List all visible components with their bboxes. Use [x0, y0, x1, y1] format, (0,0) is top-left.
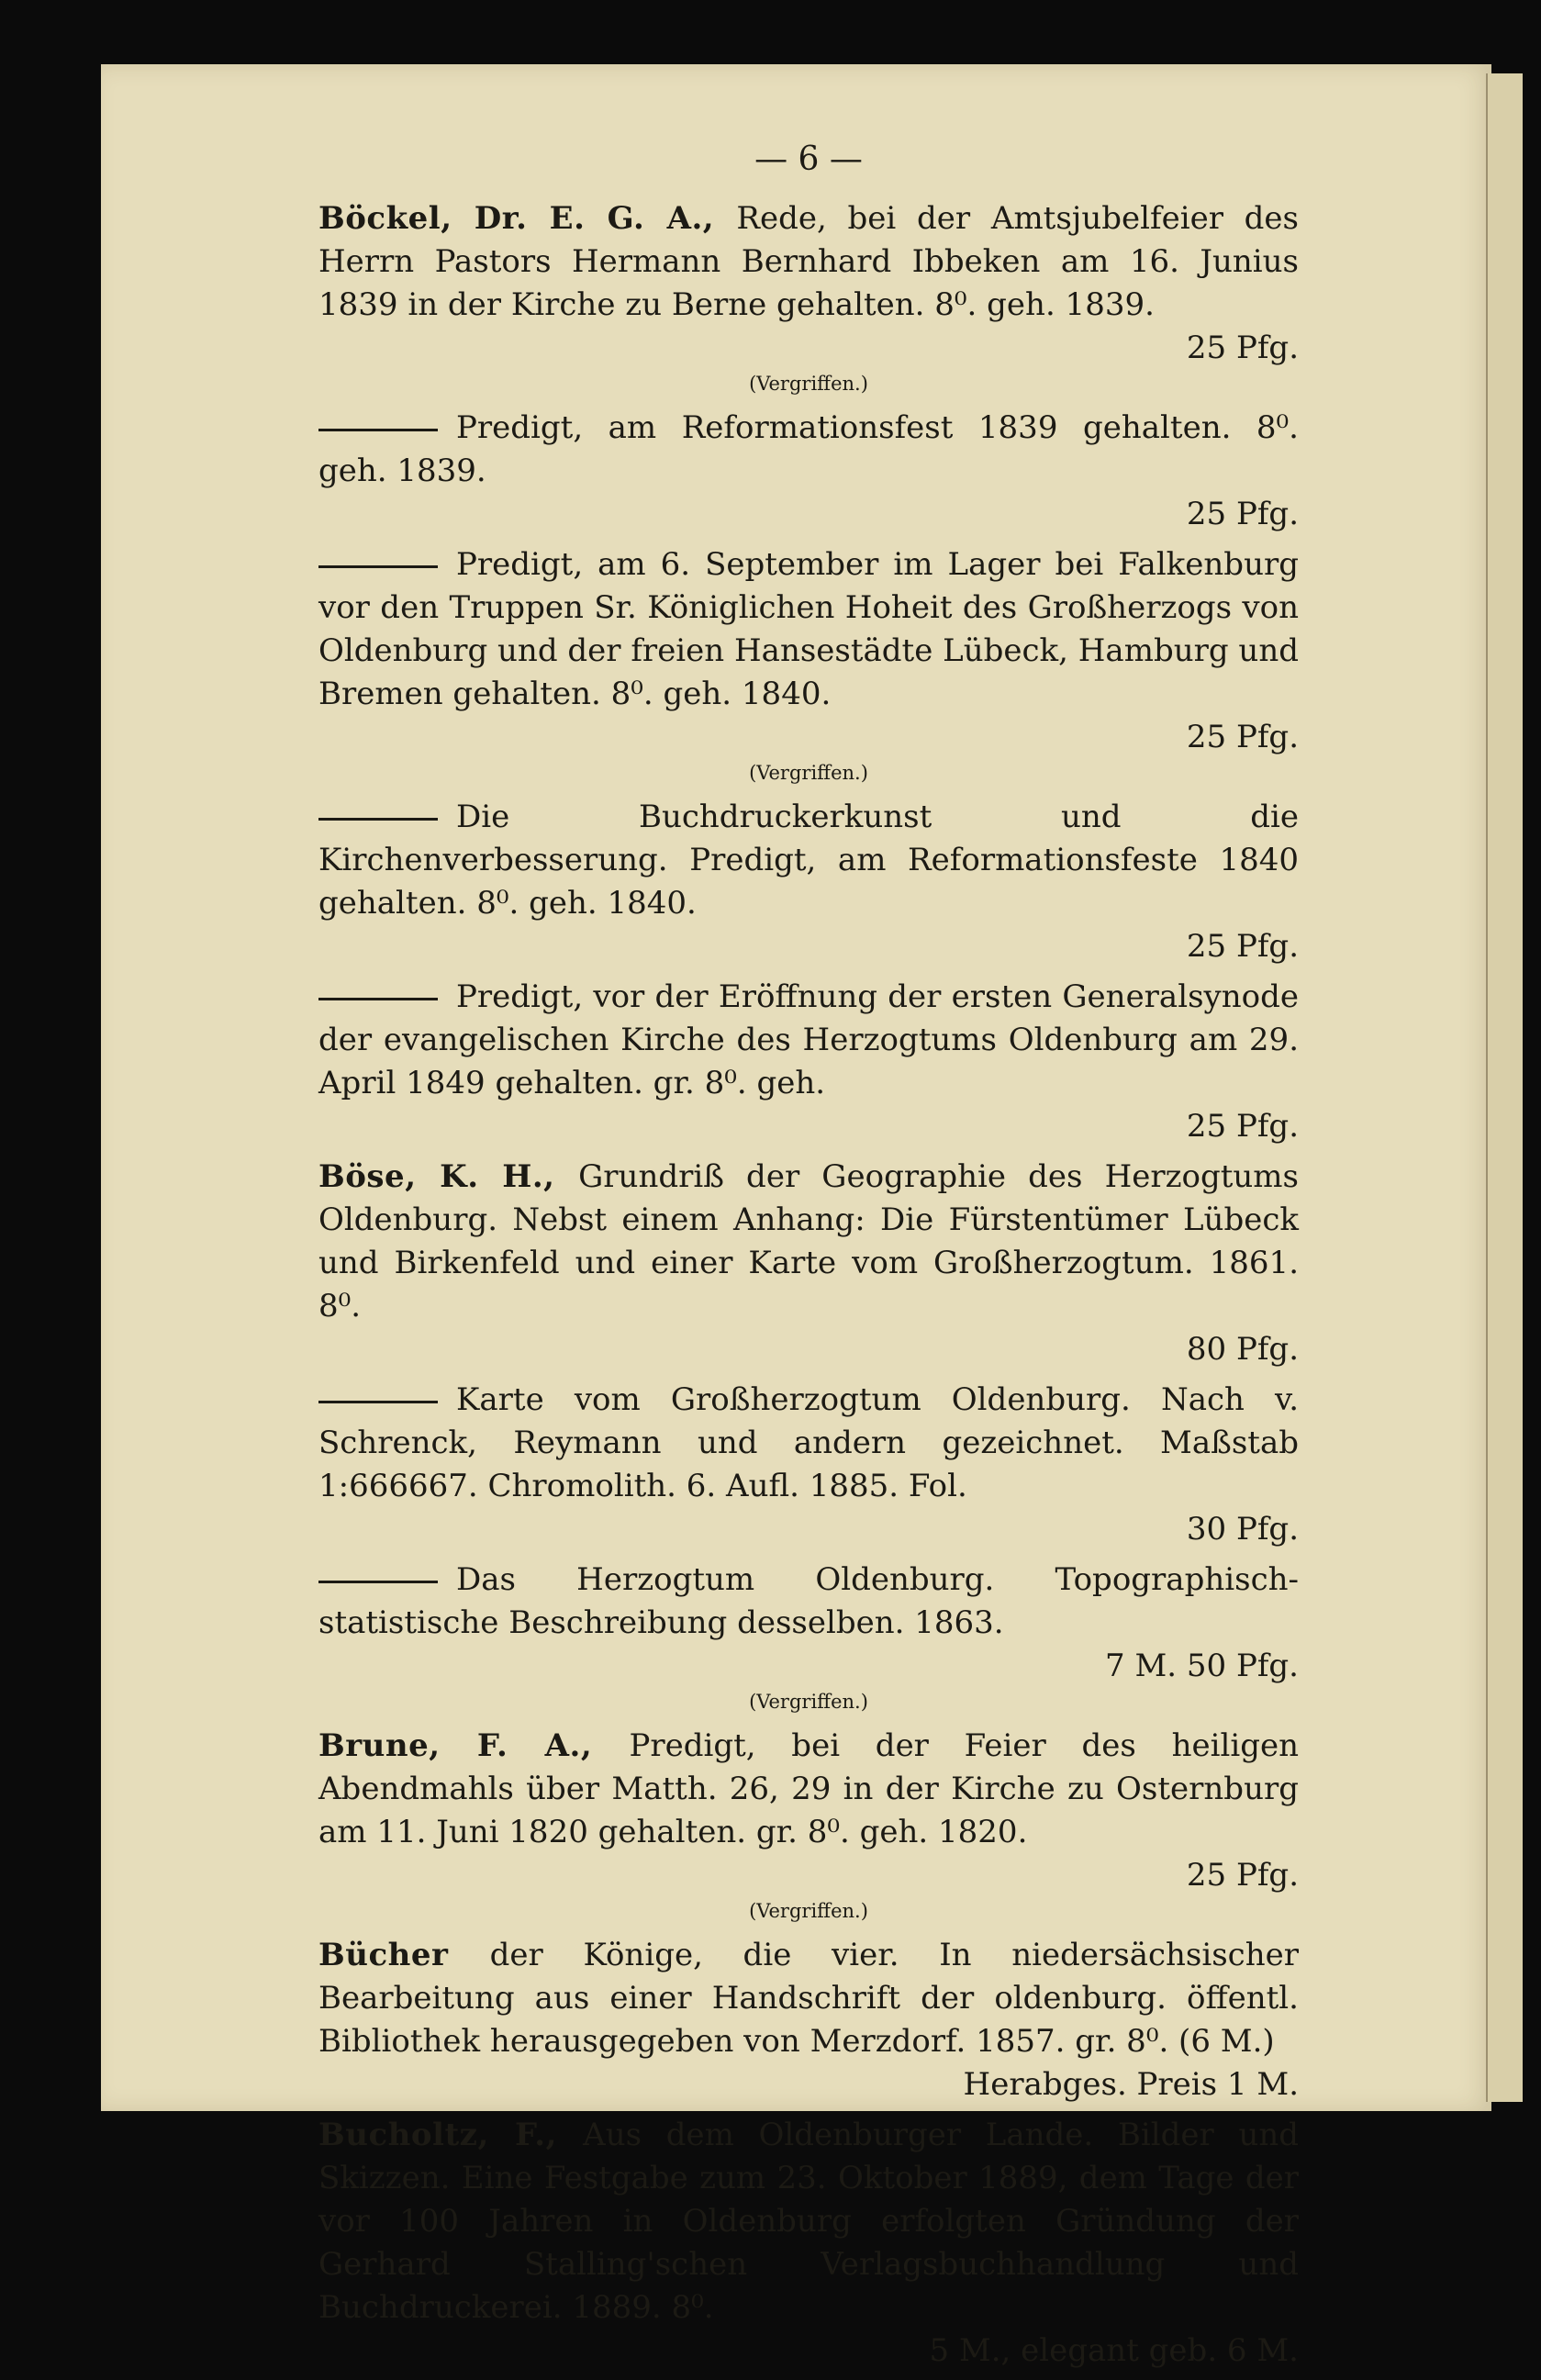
entry-price: 25 Pfg.	[1186, 1857, 1299, 1894]
ditto-rule	[318, 1581, 438, 1583]
bibliography-entry	[318, 543, 1299, 787]
bibliography-list	[318, 197, 1299, 2373]
adjacent-page-strip	[1486, 73, 1523, 2102]
entry-title: Rede, bei der Amtsjubelfeier des Herrn Pastors Hermann Bernhard Ibbeken am 16. Junius 1839 in der Kirche zu Berne gehalten. 8⁰. geh. 1839.	[318, 200, 1300, 323]
bibliography-entry	[318, 2114, 1299, 2373]
entry-author: Bucholtz, F.,	[318, 2117, 584, 2153]
bibliography-entry	[318, 796, 1299, 968]
entry-title: Predigt, am 6. September im Lager bei Falkenburg vor den Truppen Sr. Königlichen Hoheit des Großherzogs von Oldenburg und der freien Hansestädte Lübeck, Hamburg und Bremen gehalten. 8⁰. geh. 1840.	[318, 546, 1299, 712]
bibliography-entry	[318, 1725, 1299, 1925]
entry-title: Predigt, am Reformationsfest 1839 gehalten. 8⁰. geh. 1839.	[318, 409, 1299, 489]
page-number: — 6 —	[754, 140, 863, 178]
entry-note: (Vergriffen.)	[749, 373, 868, 395]
ditto-rule	[318, 818, 438, 821]
entry-price: 25 Pfg.	[1186, 496, 1299, 532]
entry-note: (Vergriffen.)	[749, 1900, 868, 1922]
bibliography-entry	[318, 1379, 1299, 1551]
entry-title: Karte vom Großherzogtum Oldenburg. Nach v. Schrenck, Reymann und andern gezeichnet. Maßstab 1:666667. Chromolith. 6. Aufl. 1885. Fol.	[318, 1381, 1299, 1504]
entry-title: Das Herzogtum Oldenburg. Topographisch-statistische Beschreibung desselben. 1863.	[318, 1561, 1299, 1641]
bibliography-entry	[318, 1934, 1299, 2106]
entry-author: Bücher	[318, 1937, 490, 1973]
ditto-rule	[318, 429, 438, 431]
entry-note: (Vergriffen.)	[749, 1691, 868, 1713]
entry-price: 7 M. 50 Pfg.	[1105, 1648, 1299, 1684]
entry-author: Brune, F. A.,	[318, 1727, 630, 1764]
entry-author: Böckel, Dr. E. G. A.,	[318, 200, 737, 237]
entry-title: Predigt, vor der Eröffnung der ersten Generalsynode der evangelischen Kirche des Herzogtums Oldenburg am 29. April 1849 gehalten. gr. 8⁰. geh.	[318, 978, 1299, 1101]
entry-note: (Vergriffen.)	[749, 762, 868, 784]
entry-price: 5 M., elegant geb. 6 M.	[929, 2332, 1299, 2369]
entry-price: 30 Pfg.	[1186, 1511, 1299, 1548]
ditto-rule	[318, 565, 438, 568]
entry-price: 25 Pfg.	[1186, 330, 1299, 366]
entry-author: Böse, K. H.,	[318, 1158, 579, 1195]
bibliography-entry	[318, 976, 1299, 1148]
bibliography-entry	[318, 1156, 1299, 1371]
entry-title: Aus dem Oldenburger Lande. Bilder und Skizzen. Eine Festgabe zum 23. Oktober 1889, dem Tage der vor 100 Jahren in Oldenburg erfolgten Gründung der Gerhard Stalling'schen Verlagsbuchhandlung und Buchdruckerei. 1889. 8⁰.	[318, 2117, 1300, 2326]
ditto-rule	[318, 1401, 438, 1403]
entry-title: Die Buchdruckerkunst und die Kirchenverbesserung. Predigt, am Reformationsfeste 1840 gehalten. 8⁰. geh. 1840.	[318, 799, 1299, 922]
entry-price: 80 Pfg.	[1186, 1331, 1299, 1368]
bibliography-entry	[318, 197, 1299, 397]
ditto-rule	[318, 998, 438, 1000]
page-content	[318, 138, 1299, 2380]
entry-price: 25 Pfg.	[1186, 719, 1299, 755]
entry-title: Grundriß der Geographie des Herzogtums Oldenburg. Nebst einem Anhang: Die Fürstentümer Lübeck und Birkenfeld und einer Karte vom Großherzogtum. 1861. 8⁰.	[318, 1158, 1299, 1324]
entry-price: 25 Pfg.	[1186, 928, 1299, 965]
entry-price: Herabges. Preis 1 M.	[963, 2066, 1299, 2103]
entry-title: der Könige, die vier. In niedersächsischer Bearbeitung aus einer Handschrift der oldenburg. öffentl. Bibliothek herausgegeben von Merzdorf. 1857. gr. 8⁰. (6 M.)	[318, 1937, 1299, 2060]
entry-price: 25 Pfg.	[1186, 1108, 1299, 1145]
bibliography-entry	[318, 1559, 1299, 1715]
bibliography-entry	[318, 407, 1299, 536]
entry-title: Predigt, bei der Feier des heiligen Abendmahls über Matth. 26, 29 in der Kirche zu Osternburg am 11. Juni 1820 gehalten. gr. 8⁰. geh. 1820.	[318, 1727, 1299, 1850]
